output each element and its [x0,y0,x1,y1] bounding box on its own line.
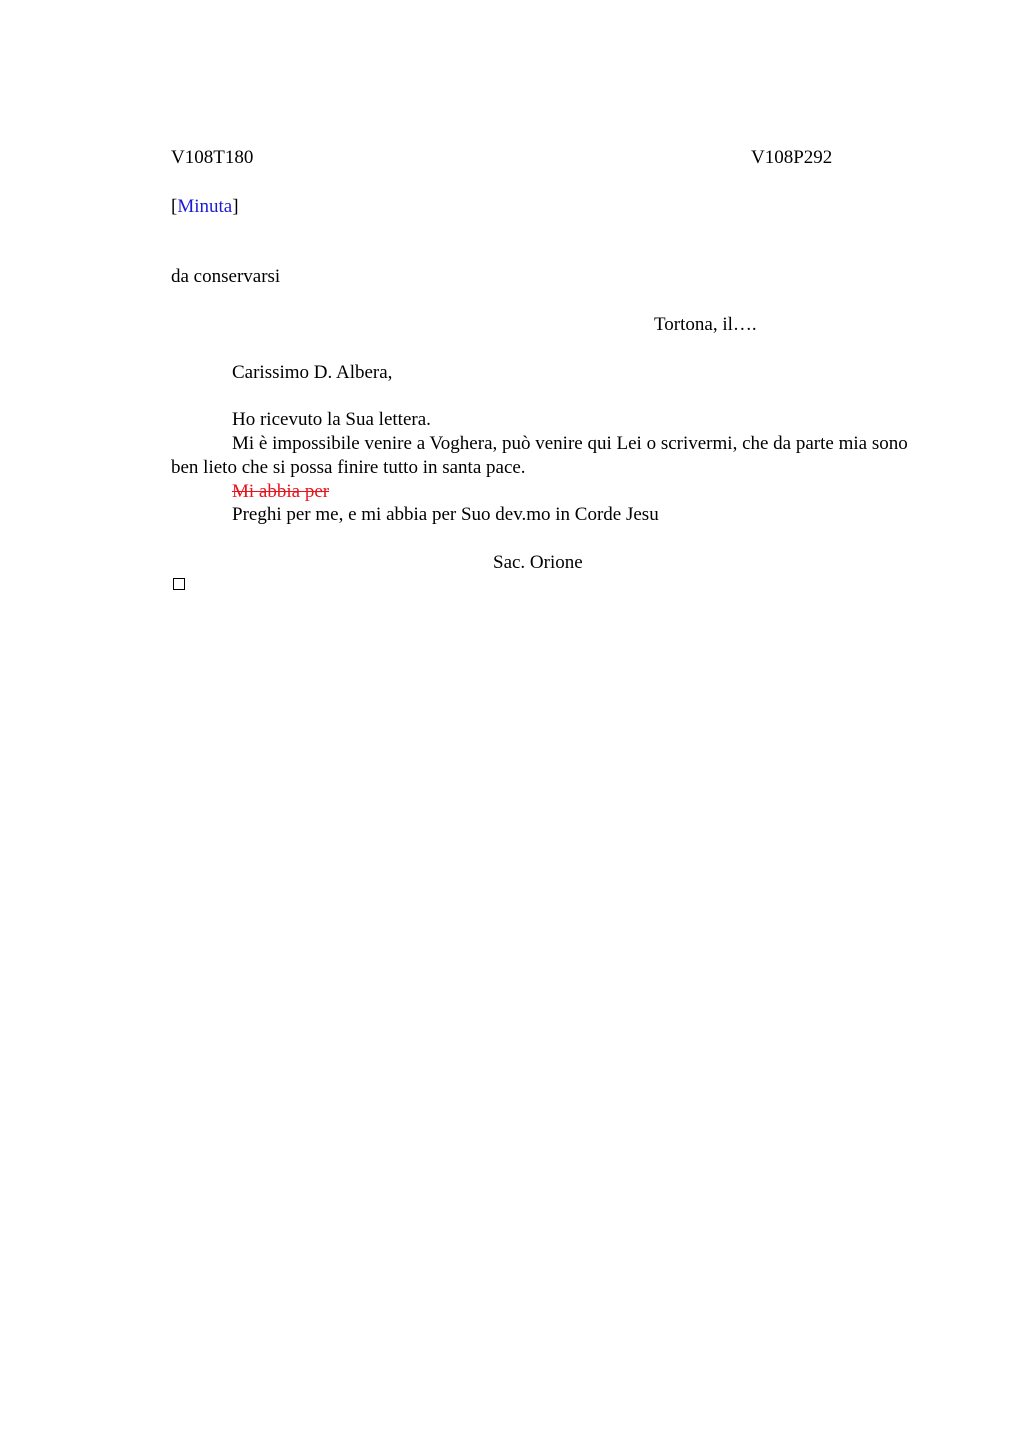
document-type-note [171,195,239,219]
empty-square-icon [173,578,185,590]
annotation-text: da conservarsi [171,266,281,287]
place-date: Tortona, il…. [654,314,757,335]
body-paragraph-2: Mi è impossibile venire a Voghera, può venire qui Lei o scrivermi, che da parte mia sono ben lieto che si possa finire tutto in santa pace. [171,433,908,478]
salutation: Carissimo D. Albera, [232,362,393,383]
body-line-1: Ho ricevuto la Sua lettera. [232,409,431,430]
closing-line: Preghi per me, e mi abbia per Suo dev.mo in Corde Jesu [232,504,659,525]
open-bracket: [ [171,196,178,217]
document-code-left: V108T180 [171,147,254,168]
signature: Sac. Orione [493,552,583,573]
document-code-right: V108P292 [751,147,833,168]
close-bracket: ] [232,196,239,217]
minuta-label: Minuta [177,196,233,217]
deleted-text: Mi abbia per [232,481,330,502]
